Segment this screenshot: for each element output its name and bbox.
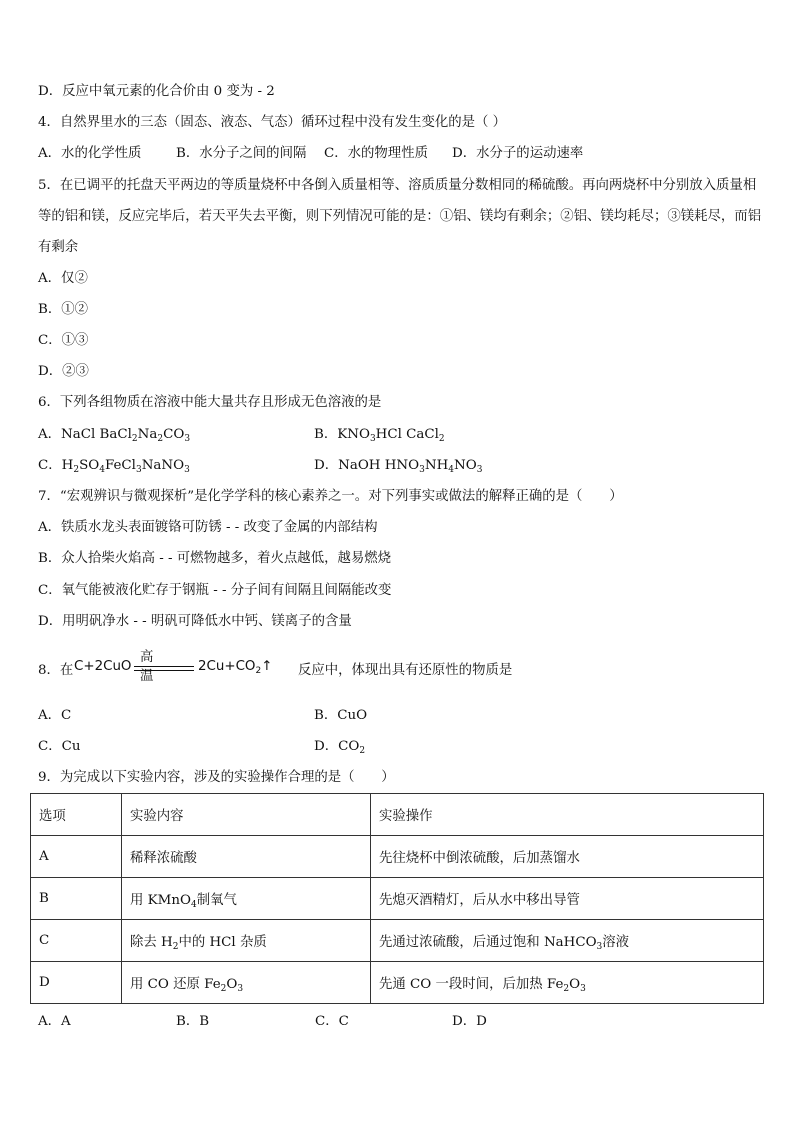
q8-equals-top	[134, 666, 194, 667]
q8-option-b: B．CuO	[314, 708, 368, 723]
q5-stem: 5．在已调平的托盘天平两边的等质量烧杯中各倒入质量相等、溶质质量分数相同的稀硫酸。再向两烧杯中分别放入质量相等的铝和镁，反应完毕后，若天平失去平衡，则下列情况可能的是：①铝、镁均有剩余；②铝、镁均耗尽；③镁耗尽，而铝有剩余	[38, 178, 762, 255]
q8-equals-bottom	[134, 670, 194, 671]
q4-stem: 4．自然界里水的三态（固态、液态、气态）循环过程中没有发生变化的是（ ）	[38, 115, 507, 130]
q4-options	[38, 145, 764, 163]
table-cell: 先往烧杯中倒浓硫酸，后加蒸馏水	[371, 836, 764, 878]
q9-stem: 9．为完成以下实验内容，涉及的实验操作合理的是（ ）	[38, 770, 395, 785]
q6-option-b: B．$KNO_3HCl$ CaCl$_2$	[314, 427, 445, 444]
q5-option-c: C．①③	[38, 333, 89, 348]
q8-option-d: D．$CO_2$	[314, 739, 366, 756]
q6-row2	[38, 457, 764, 475]
q9-option-d: D．D	[452, 1014, 487, 1029]
q8-option-c: C．Cu	[38, 739, 81, 754]
q6-option-d: D．NaOH $HNO_3NH_4NO_3$	[314, 458, 483, 475]
q8-products: $2Cu+CO_2↑$	[198, 659, 273, 676]
table-cell: 稀释浓硫酸	[122, 836, 371, 878]
q6-option-c: C．$H_2SO_4FeCl_3NaNO_3$	[38, 458, 190, 475]
table-cell: B	[31, 878, 122, 920]
q8-row2	[38, 738, 764, 756]
table-cell: 先通过浓硫酸，后通过饱和 NaHCO$_3$溶液	[371, 920, 764, 962]
q8-prefix: 8．在	[38, 663, 74, 678]
q6-option-a: A．NaCl $BaCl_2Na_2CO_3$	[38, 427, 191, 444]
table-cell: 除去 $H_2$中的 HCl 杂质	[122, 920, 371, 962]
table-header: 实验操作	[371, 794, 764, 836]
q7-option-a: A．铁质水龙头表面镀铬可防锈 - - 改变了金属的内部结构	[38, 520, 378, 535]
table-cell: 先通 CO 一段时间，后加热 $Fe_2O_3$	[371, 962, 764, 1004]
table-cell: 先熄灭酒精灯，后从水中移出导管	[371, 878, 764, 920]
table-row	[31, 878, 764, 920]
q5-option-a: A．仅②	[38, 271, 88, 286]
q6-row1	[38, 426, 764, 444]
table-header: 实验内容	[122, 794, 371, 836]
q9-table	[30, 793, 764, 1004]
table-row	[31, 920, 764, 962]
table-cell: 用 CO 还原 $Fe_2O_3$	[122, 962, 371, 1004]
q7-option-b: B．众人拾柴火焰高 - - 可燃物越多，着火点越低，越易燃烧	[38, 551, 392, 566]
q9-option-b: B．B	[176, 1014, 210, 1029]
table-row	[31, 962, 764, 1004]
q5-option-d: D．②③	[38, 364, 89, 379]
q8-reactants: C+2CuO	[74, 659, 132, 674]
q7-option-d: D．用明矾净水 - - 明矾可降低水中钙、镁离子的含量	[38, 614, 352, 629]
q8-row1	[38, 707, 764, 725]
q3-option-d: D．反应中氧元素的化合价由 0 变为 - 2	[38, 84, 275, 99]
table-header-row	[31, 794, 764, 836]
table-cell: C	[31, 920, 122, 962]
q8-condition: 高温	[140, 650, 154, 684]
q4-option-d: D．水分子的运动速率	[452, 146, 584, 161]
q4-option-b: B．水分子之间的间隔	[176, 146, 307, 161]
q9-option-c: C．C	[315, 1014, 349, 1029]
table-row	[31, 836, 764, 878]
q5-option-b: B．①②	[38, 302, 89, 317]
q8-suffix: 反应中，体现出具有还原性的物质是	[298, 663, 513, 678]
table-cell: 用 KMnO$_4$制氧气	[122, 878, 371, 920]
q4-option-a: A．水的化学性质	[38, 146, 142, 161]
q7-stem: 7．“宏观辨识与微观探析”是化学学科的核心素养之一。对下列事实或做法的解释正确的是（ ）	[38, 489, 623, 504]
table-cell: D	[31, 962, 122, 1004]
q9-option-a: A．A	[38, 1014, 71, 1029]
q8-option-a: A．C	[38, 708, 72, 723]
table-cell: A	[31, 836, 122, 878]
q6-stem: 6．下列各组物质在溶液中能大量共存且形成无色溶液的是	[38, 395, 382, 410]
table-header: 选项	[31, 794, 122, 836]
q7-option-c: C．氧气能被液化贮存于钢瓶 - - 分子间有间隔且间隔能改变	[38, 583, 392, 598]
q4-option-c: C．水的物理性质	[324, 146, 428, 161]
